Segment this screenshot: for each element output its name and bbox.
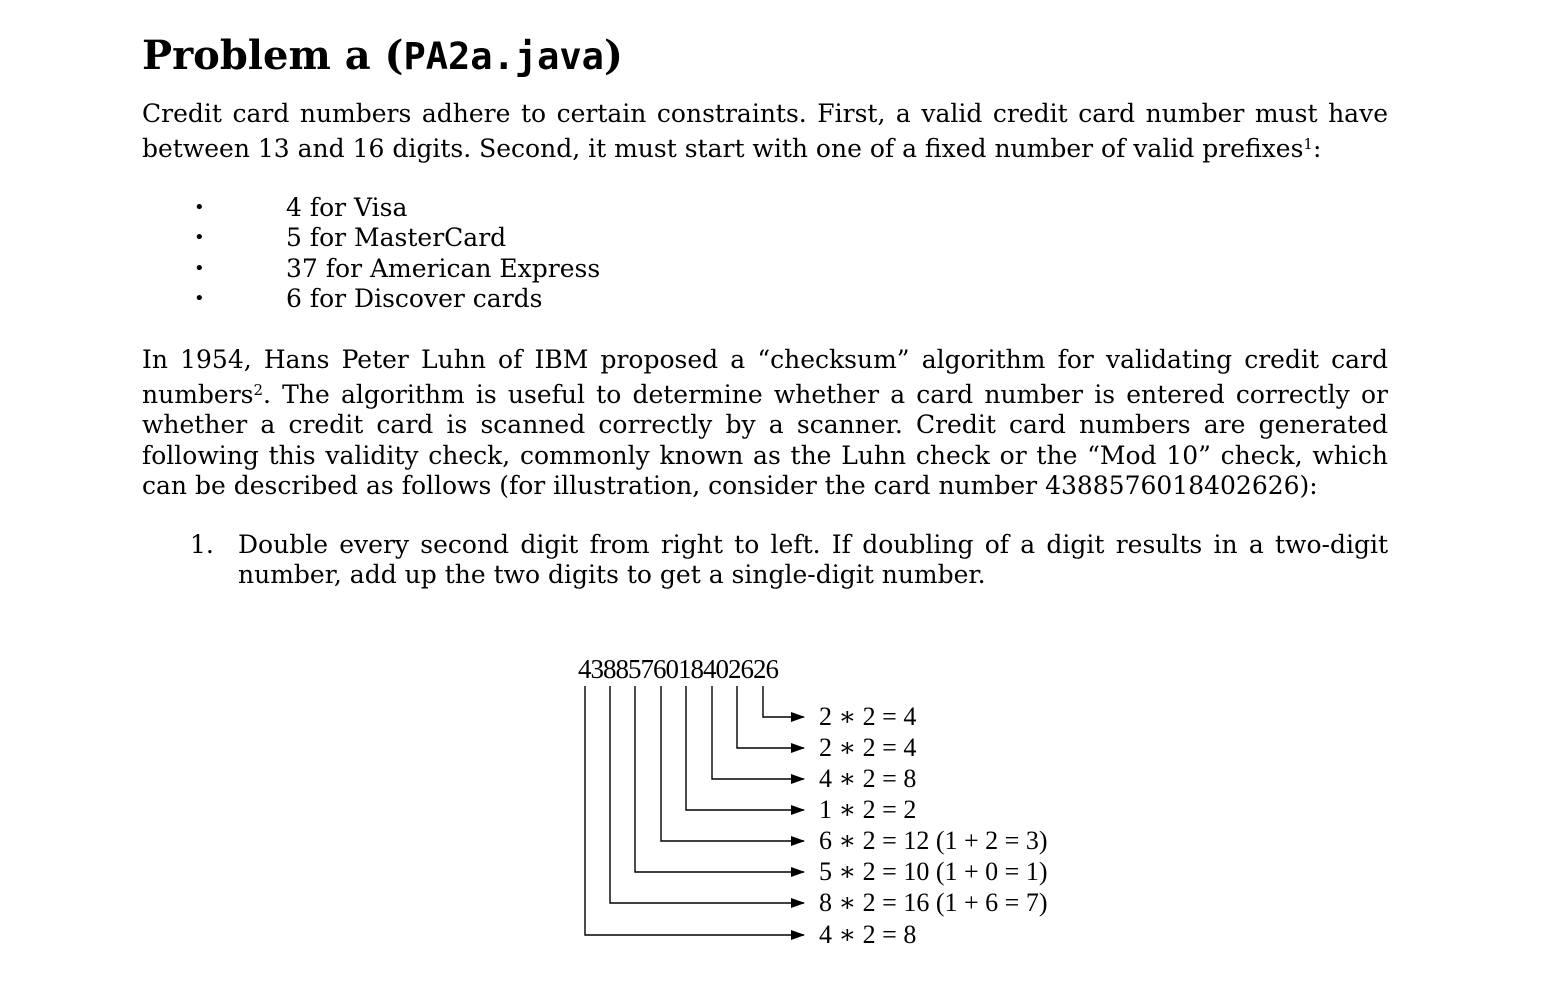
bullet-icon: •: [194, 227, 205, 249]
bullet-icon: •: [194, 197, 205, 218]
equation: 4 ∗ 2 = 8: [819, 764, 917, 793]
footnote-ref-1: 1: [1303, 135, 1313, 154]
list-item: • 37 for American Express: [194, 253, 601, 283]
step-text: Double every second digit from right to left. If doubling of a digit results in a two-digit number, add up the two digits to get a single-digit number.: [238, 530, 1388, 590]
luhn-diagram: [560, 650, 1080, 960]
page-title: [142, 32, 623, 79]
connector-line: [610, 686, 804, 903]
equation: 4 ∗ 2 = 8: [819, 920, 917, 949]
list-item: • 6 for Discover cards: [194, 284, 543, 314]
step-1: [142, 530, 1388, 590]
step-number: 1.: [190, 530, 214, 559]
equation: 5 ∗ 2 = 10 (1 + 0 = 1): [819, 857, 1048, 886]
history-paragraph: In 1954, Hans Peter Luhn of IBM proposed a “checksum” algorithm for validating credit card numbers$^2$. The algorithm is useful to determine whether a card number is entered correctly or whether a credit card is scanned correctly by a scanner. Credit card numbers are generated following this validity check, commonly known as the Luhn check or the “Mod 10” check, which can be described as follows (for illustration, consider the card number 4388576018402626):: [142, 345, 1388, 500]
equation: 6 ∗ 2 = 12 (1 + 2 = 3): [819, 826, 1048, 855]
connector-line: [763, 686, 804, 717]
card-number: 4388576018402626: [578, 654, 778, 684]
footnote-ref-2: 2: [253, 381, 264, 400]
equation: 8 ∗ 2 = 16 (1 + 6 = 7): [819, 888, 1048, 917]
bullet-icon: •: [194, 288, 205, 310]
prefix-list: [142, 193, 600, 315]
title-filename: PA2a.java: [403, 35, 604, 78]
title-text: Problem a (: [142, 32, 404, 79]
bullet-icon: •: [194, 257, 205, 279]
title-close: ): [603, 32, 623, 79]
connector-line: [661, 686, 804, 841]
equation: 1 ∗ 2 = 2: [819, 795, 917, 824]
intro-paragraph: Credit card numbers adhere to certain constraints. First, a valid credit card number must have between 13 and 16 digits. Second, it must start with one of a fixed number of valid prefixes$^1$:: [142, 99, 1388, 164]
list-item: • 4 for Visa: [194, 193, 408, 222]
list-item: • 5 for MasterCard: [194, 223, 507, 253]
connector-line: [712, 686, 804, 779]
equation: 2 ∗ 2 = 4: [819, 702, 917, 731]
equation: 2 ∗ 2 = 4: [819, 733, 917, 762]
